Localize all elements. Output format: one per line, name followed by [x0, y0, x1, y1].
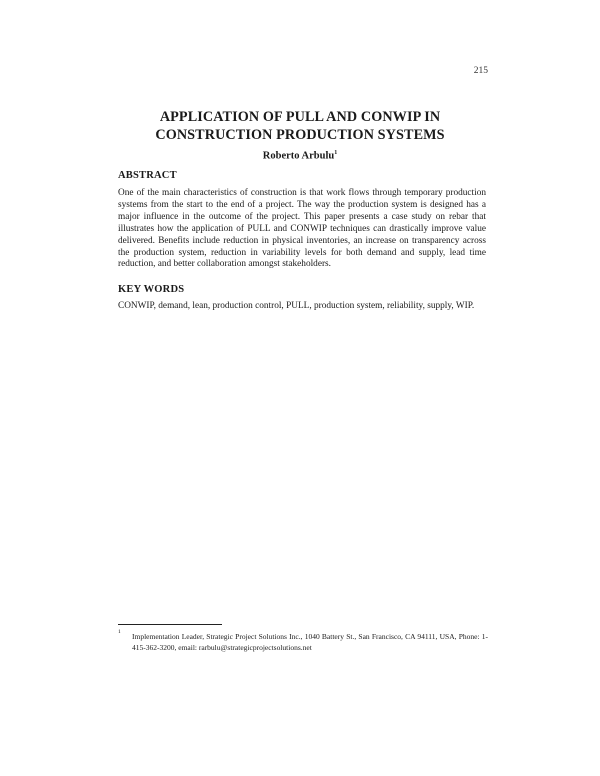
- keywords-text: CONWIP, demand, lean, production control, PULL, production system, reliability, supply, WIP.: [118, 301, 475, 311]
- author-name: Roberto Arbulu: [262, 150, 335, 162]
- paper-title-line-1: APPLICATION OF PULL AND CONWIP IN: [159, 109, 441, 125]
- abstract-heading: ABSTRACT: [118, 170, 177, 181]
- footnote-divider: [118, 624, 222, 625]
- keywords-heading: KEY WORDS: [118, 284, 185, 295]
- abstract-text: One of the main characteristics of construction is that work flows through temporary production systems from the start to the end of a project. The way the production system is designed has a major influence in the outcome of the project. This paper presents a case study on rebar that illustrates how the application of PULL and CONWIP techniques can drastically improve value delivered. Benefits include reduction in physical inventories, an increase on transparency across the production system, reduction in variability levels for both demand and supply, lead time reduction, and better collaboration amongst stakeholders.: [118, 188, 486, 270]
- paper-title-line-2: CONSTRUCTION PRODUCTION SYSTEMS: [155, 127, 445, 143]
- author-footnote-marker: 1: [334, 150, 338, 156]
- page-number: 215: [473, 66, 488, 76]
- author-line: [200, 150, 400, 162]
- footnote-marker: 1: [118, 629, 121, 635]
- footnote-text: Implementation Leader, Strategic Project Solutions Inc., 1040 Battery St., San Francisco, CA 94111, USA, Phone: 1-415-362-3200, email: rarbulu@strategicprojectsolutions.net: [132, 632, 488, 652]
- paper-title: [100, 108, 500, 144]
